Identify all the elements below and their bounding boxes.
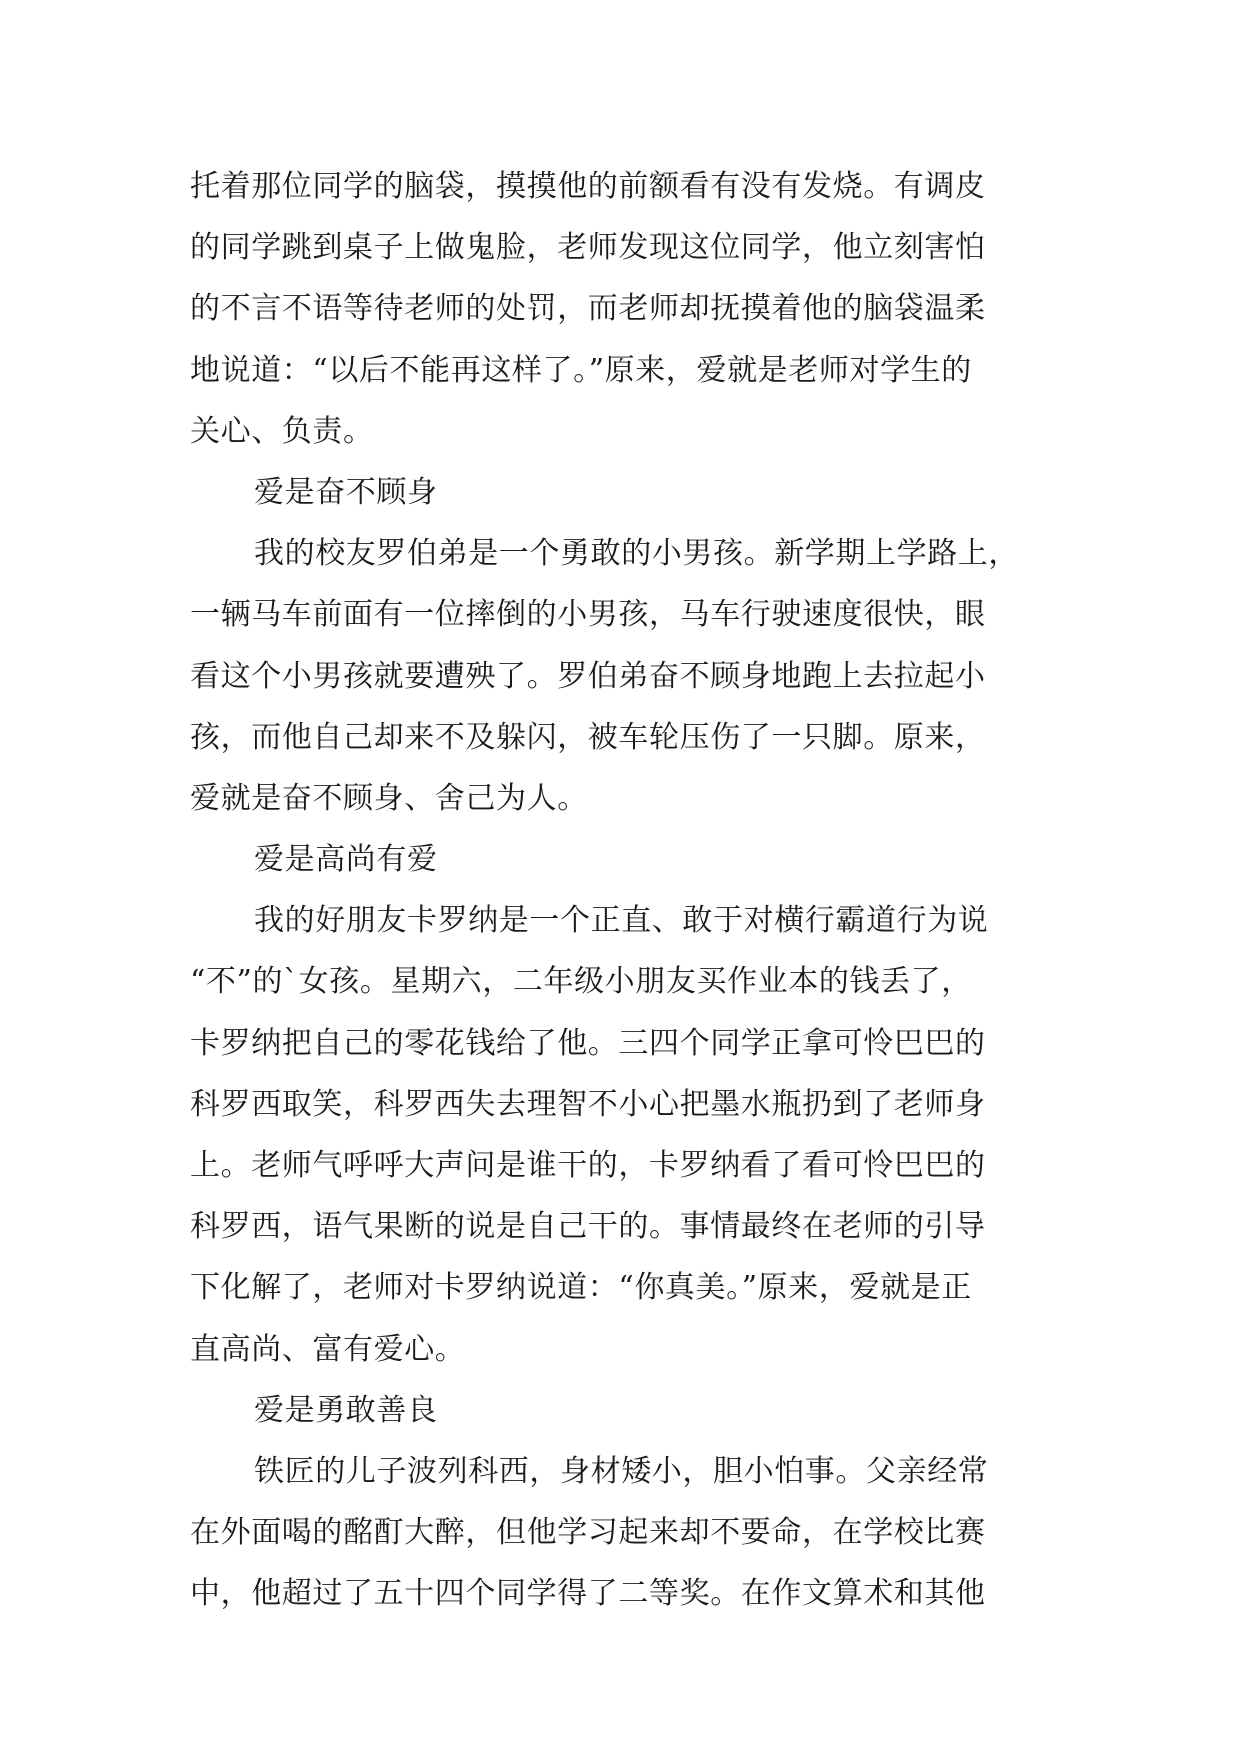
text-line: 直高尚、富有爱心。 [190, 1331, 466, 1367]
text-line: 上。老师气呼呼大声问是谁干的，卡罗纳看了看可怜巴巴的 [190, 1148, 986, 1183]
section-heading: 爱是勇敢善良 [254, 1392, 438, 1428]
paragraph-start: 我的好朋友卡罗纳是一个正直、敢于对横行霸道行为说 [254, 903, 989, 939]
paragraph-start: 我的校友罗伯弟是一个勇敢的小男孩。新学期上学路上， [254, 536, 1019, 572]
text-line: 的不言不语等待老师的处罚，而老师却抚摸着他的脑袋温柔 [190, 291, 986, 327]
text-line: 下化解了，老师对卡罗纳说道：“你真美。”原来，爱就是正 [190, 1270, 972, 1306]
text-line: 关心、负责。 [190, 413, 374, 449]
text-line: 科罗西，语气果断的说是自己干的。事情最终在老师的引导 [190, 1209, 986, 1245]
text-line: 看这个小男孩就要遭殃了。罗伯弟奋不顾身地跑上去拉起小 [190, 658, 986, 694]
text-line: 的同学跳到桌子上做鬼脸，老师发现这位同学，他立刻害怕 [190, 230, 986, 266]
text-line: “不”的`女孩。星期六，二年级小朋友买作业本的钱丢了， [190, 964, 972, 1000]
body-text [190, 156, 1052, 1625]
paragraph-start: 铁匠的儿子波列科西，身材矮小，胆小怕事。父亲经常 [254, 1453, 989, 1489]
text-line: 托着那位同学的脑袋，摸摸他的前额看有没有发烧。有调皮 [190, 169, 986, 204]
section-heading: 爱是奋不顾身 [254, 474, 438, 510]
text-line: 一辆马车前面有一位摔倒的小男孩，马车行驶速度很快，眼 [190, 597, 986, 633]
text-line: 卡罗纳把自己的零花钱给了他。三四个同学正拿可怜巴巴的 [190, 1025, 986, 1061]
text-line: 孩，而他自己却来不及躲闪，被车轮压伤了一只脚。原来， [190, 719, 986, 755]
text-line: 中，他超过了五十四个同学得了二等奖。在作文算术和其他 [190, 1576, 986, 1612]
text-line: 爱就是奋不顾身、舍己为人。 [190, 780, 588, 816]
text-line: 地说道：“以后不能再这样了。”原来，爱就是老师对学生的 [190, 352, 972, 388]
text-line: 在外面喝的酩酊大醉，但他学习起来却不要命，在学校比赛 [190, 1515, 986, 1551]
section-heading: 爱是高尚有爱 [254, 842, 438, 878]
text-line: 科罗西取笑，科罗西失去理智不小心把墨水瓶扔到了老师身 [190, 1086, 986, 1122]
